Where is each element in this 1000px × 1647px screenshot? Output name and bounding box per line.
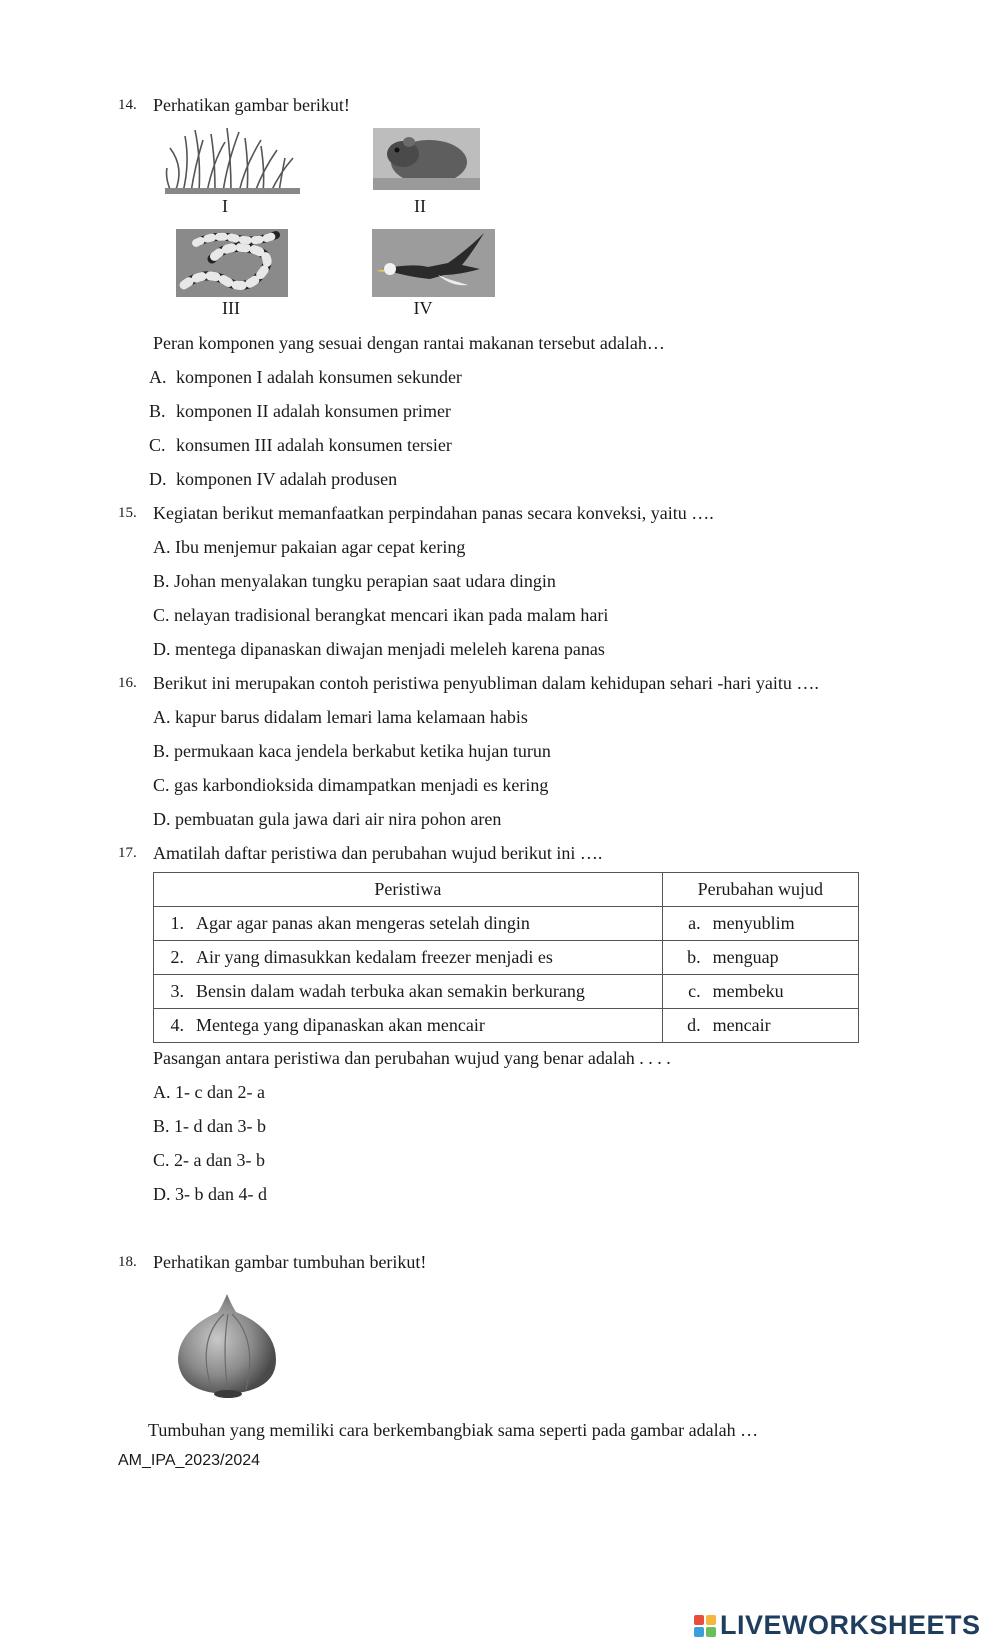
- q15-option-a[interactable]: [153, 536, 465, 558]
- image-label-i: I: [222, 196, 228, 216]
- row-change: mencair: [712, 1015, 771, 1035]
- option-text: Johan menyalakan tungku perapian saat udara dingin: [174, 571, 556, 591]
- option-text: konsumen III adalah konsumen tersier: [176, 435, 452, 455]
- q15-number: 15.: [118, 505, 137, 521]
- row-letter: d.: [687, 1015, 701, 1035]
- option-text: komponen IV adalah produsen: [176, 469, 398, 489]
- option-text: Ibu menjemur pakaian agar cepat kering: [175, 537, 466, 557]
- row-change: membeku: [712, 981, 784, 1001]
- option-text: nelayan tradisional berangkat mencari ikan pada malam hari: [174, 605, 609, 625]
- eagle-icon: [372, 229, 495, 297]
- brand-name: LIVEWORKSHEETS: [720, 1610, 981, 1640]
- row-event: Agar agar panas akan mengeras setelah dingin: [196, 913, 530, 933]
- row-letter: a.: [688, 913, 701, 933]
- q16-option-d[interactable]: [153, 808, 501, 830]
- option-letter: C.: [153, 605, 170, 625]
- q14-prompt: Perhatikan gambar berikut!: [153, 95, 350, 115]
- q18-question: Tumbuhan yang memiliki cara berkembangbiak sama seperti pada gambar adalah …: [148, 1420, 759, 1440]
- header-peristiwa: Peristiwa: [154, 873, 663, 907]
- logo-square-blue: [694, 1627, 704, 1637]
- option-text: pembuatan gula jawa dari air nira pohon aren: [175, 809, 502, 829]
- q17-option-b[interactable]: [153, 1115, 266, 1137]
- table-row: [154, 1009, 859, 1043]
- q16-question: Berikut ini merupakan contoh peristiwa penyubliman dalam kehidupan sehari -hari yaitu ….: [153, 673, 819, 693]
- row-letter: b.: [687, 947, 701, 967]
- q16-option-b[interactable]: [153, 740, 551, 762]
- option-letter: B.: [153, 741, 170, 761]
- grass-icon: [165, 128, 300, 194]
- option-letter: A.: [149, 367, 167, 387]
- option-letter: A.: [153, 1082, 171, 1102]
- option-letter: B.: [153, 1116, 170, 1136]
- option-letter: C.: [149, 435, 166, 455]
- row-index: 1.: [170, 913, 184, 933]
- snake-icon: [176, 229, 288, 297]
- q17-option-d[interactable]: [153, 1183, 267, 1205]
- q16-number: 16.: [118, 675, 137, 691]
- image-label-ii: II: [414, 196, 426, 216]
- option-letter: B.: [149, 401, 166, 421]
- q16-option-a[interactable]: [153, 706, 528, 728]
- q17-option-a[interactable]: [153, 1081, 265, 1103]
- header-perubahan-wujud: Perubahan wujud: [662, 873, 858, 907]
- q14-option-a[interactable]: [149, 366, 462, 388]
- liveworksheets-logo[interactable]: [694, 1610, 981, 1641]
- q15-option-d[interactable]: [153, 638, 605, 660]
- table-row: [154, 907, 859, 941]
- q15-question: Kegiatan berikut memanfaatkan perpindahan panas secara konveksi, yaitu ….: [153, 503, 714, 523]
- option-letter: A.: [153, 537, 171, 557]
- q14-number: 14.: [118, 97, 137, 113]
- option-text: 2- a dan 3- b: [174, 1150, 265, 1170]
- row-letter: c.: [688, 981, 701, 1001]
- q17-number: 17.: [118, 845, 137, 861]
- option-letter: D.: [153, 809, 171, 829]
- q14-option-b[interactable]: [149, 400, 451, 422]
- row-index: 2.: [170, 947, 184, 967]
- option-text: mentega dipanaskan diwajan menjadi meleleh karena panas: [175, 639, 605, 659]
- row-change: menyublim: [712, 913, 795, 933]
- logo-square-green: [706, 1627, 716, 1637]
- event-change-table: [153, 872, 859, 1043]
- q17-followup: Pasangan antara peristiwa dan perubahan wujud yang benar adalah . . . .: [153, 1048, 671, 1068]
- logo-square-red: [694, 1615, 704, 1625]
- row-event: Mentega yang dipanaskan akan mencair: [196, 1015, 485, 1035]
- option-letter: C.: [153, 1150, 170, 1170]
- q15-option-b[interactable]: [153, 570, 556, 592]
- row-event: Air yang dimasukkan kedalam freezer menjadi es: [196, 947, 553, 967]
- logo-square-yellow: [706, 1615, 716, 1625]
- q17-question: Amatilah daftar peristiwa dan perubahan wujud berikut ini ….: [153, 843, 603, 863]
- row-change: menguap: [712, 947, 779, 967]
- row-index: 4.: [170, 1015, 184, 1035]
- q18-prompt: Perhatikan gambar tumbuhan berikut!: [153, 1252, 427, 1272]
- option-letter: B.: [153, 571, 170, 591]
- option-text: komponen II adalah konsumen primer: [176, 401, 451, 421]
- q16-option-c[interactable]: [153, 774, 548, 796]
- footer-code: AM_IPA_2023/2024: [118, 1452, 261, 1469]
- onion-icon: [172, 1290, 282, 1402]
- option-text: komponen I adalah konsumen sekunder: [176, 367, 462, 387]
- option-text: 1- d dan 3- b: [174, 1116, 266, 1136]
- option-letter: C.: [153, 775, 170, 795]
- option-text: 3- b dan 4- d: [175, 1184, 267, 1204]
- option-text: permukaan kaca jendela berkabut ketika hujan turun: [174, 741, 551, 761]
- q15-option-c[interactable]: [153, 604, 608, 626]
- option-letter: D.: [153, 639, 171, 659]
- option-letter: D.: [149, 469, 167, 489]
- image-label-iv: IV: [413, 298, 433, 318]
- q18-number: 18.: [118, 1254, 137, 1270]
- q17-option-c[interactable]: [153, 1149, 265, 1171]
- option-text: kapur barus didalam lemari lama kelamaan habis: [175, 707, 528, 727]
- option-text: gas karbondioksida dimampatkan menjadi es kering: [174, 775, 549, 795]
- option-text: 1- c dan 2- a: [175, 1082, 265, 1102]
- table-header-row: [154, 873, 859, 907]
- row-event: Bensin dalam wadah terbuka akan semakin berkurang: [196, 981, 585, 1001]
- q14-question: Peran komponen yang sesuai dengan rantai makanan tersebut adalah…: [153, 333, 665, 353]
- table-row: [154, 975, 859, 1009]
- q14-option-c[interactable]: [149, 434, 452, 456]
- mouse-icon: [373, 128, 480, 190]
- option-letter: D.: [153, 1184, 171, 1204]
- row-index: 3.: [170, 981, 184, 1001]
- table-row: [154, 941, 859, 975]
- logo-grid-icon: [694, 1615, 716, 1637]
- option-letter: A.: [153, 707, 171, 727]
- q14-option-d[interactable]: [149, 468, 397, 490]
- image-label-iii: III: [222, 298, 240, 318]
